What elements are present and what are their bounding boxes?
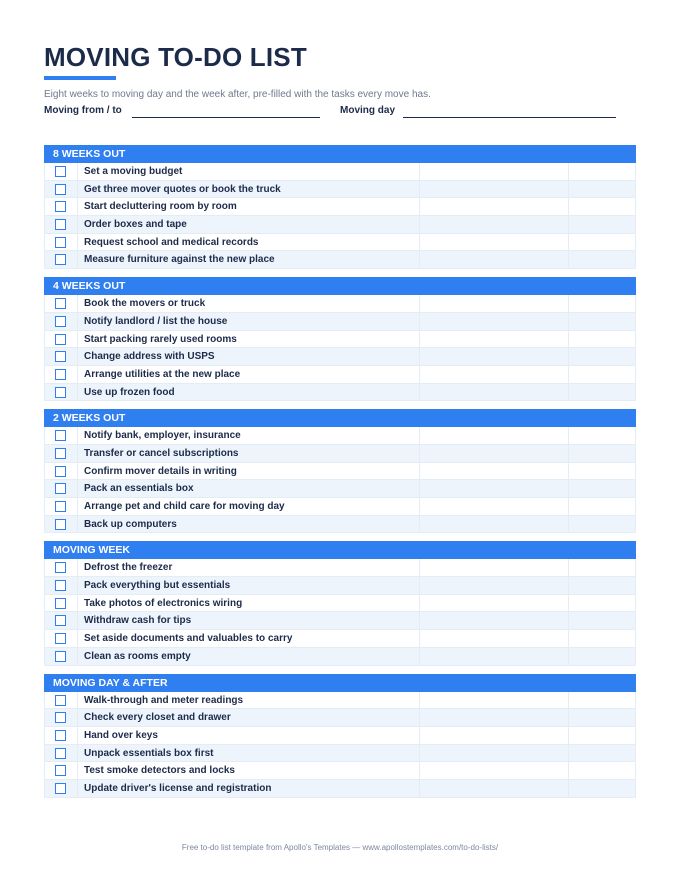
task-row bbox=[44, 709, 636, 727]
moving-from-label: Moving from / to bbox=[44, 105, 122, 116]
task-checkbox[interactable] bbox=[55, 748, 66, 759]
notes-cell[interactable] bbox=[420, 366, 569, 383]
moving-info-row bbox=[44, 105, 636, 121]
task-checkbox[interactable] bbox=[55, 580, 66, 591]
checkbox-cell bbox=[44, 181, 78, 198]
task-checkbox[interactable] bbox=[55, 430, 66, 441]
task-row bbox=[44, 313, 636, 331]
notes-cell[interactable] bbox=[420, 595, 569, 612]
title-underline bbox=[44, 76, 116, 80]
section-heading: MOVING WEEK bbox=[44, 541, 636, 559]
task-label: Withdraw cash for tips bbox=[78, 612, 420, 629]
moving-from-field[interactable] bbox=[132, 117, 320, 118]
checkbox-cell bbox=[44, 384, 78, 401]
notes-cell[interactable] bbox=[420, 727, 569, 744]
task-row bbox=[44, 427, 636, 445]
task-checkbox[interactable] bbox=[55, 369, 66, 380]
task-checkbox[interactable] bbox=[55, 237, 66, 248]
notes-cell[interactable] bbox=[420, 498, 569, 515]
task-checkbox[interactable] bbox=[55, 334, 66, 345]
notes-cell[interactable] bbox=[420, 780, 569, 797]
task-row bbox=[44, 463, 636, 481]
date-cell[interactable] bbox=[569, 234, 636, 251]
task-row bbox=[44, 648, 636, 666]
notes-cell[interactable] bbox=[420, 295, 569, 312]
checkbox-cell bbox=[44, 198, 78, 215]
checkbox-cell bbox=[44, 762, 78, 779]
checkbox-cell bbox=[44, 648, 78, 665]
task-label: Pack an essentials box bbox=[78, 480, 420, 497]
task-label: Notify bank, employer, insurance bbox=[78, 427, 420, 444]
checkbox-cell bbox=[44, 559, 78, 576]
task-checkbox[interactable] bbox=[55, 765, 66, 776]
date-cell[interactable] bbox=[569, 780, 636, 797]
section-heading: 8 WEEKS OUT bbox=[44, 145, 636, 163]
notes-cell[interactable] bbox=[420, 709, 569, 726]
task-row bbox=[44, 331, 636, 349]
task-label: Walk-through and meter readings bbox=[78, 692, 420, 709]
task-checkbox[interactable] bbox=[55, 351, 66, 362]
checkbox-cell bbox=[44, 612, 78, 629]
task-label: Transfer or cancel subscriptions bbox=[78, 445, 420, 462]
checkbox-cell bbox=[44, 516, 78, 533]
task-checkbox[interactable] bbox=[55, 316, 66, 327]
task-row bbox=[44, 366, 636, 384]
task-label: Back up computers bbox=[78, 516, 420, 533]
checkbox-cell bbox=[44, 251, 78, 268]
task-row bbox=[44, 480, 636, 498]
task-label: Check every closet and drawer bbox=[78, 709, 420, 726]
task-row bbox=[44, 251, 636, 269]
checkbox-cell bbox=[44, 313, 78, 330]
task-label: Request school and medical records bbox=[78, 234, 420, 251]
task-checkbox[interactable] bbox=[55, 633, 66, 644]
task-checkbox[interactable] bbox=[55, 783, 66, 794]
checkbox-cell bbox=[44, 295, 78, 312]
checkbox-cell bbox=[44, 780, 78, 797]
checkbox-cell bbox=[44, 745, 78, 762]
task-checkbox[interactable] bbox=[55, 201, 66, 212]
task-checkbox[interactable] bbox=[55, 730, 66, 741]
task-label: Test smoke detectors and locks bbox=[78, 762, 420, 779]
task-checkbox[interactable] bbox=[55, 562, 66, 573]
notes-cell[interactable] bbox=[420, 384, 569, 401]
checklist bbox=[44, 145, 636, 806]
task-row bbox=[44, 577, 636, 595]
date-cell[interactable] bbox=[569, 498, 636, 515]
date-cell[interactable] bbox=[569, 198, 636, 215]
date-cell[interactable] bbox=[569, 727, 636, 744]
notes-cell[interactable] bbox=[420, 630, 569, 647]
checkbox-cell bbox=[44, 331, 78, 348]
notes-cell[interactable] bbox=[420, 692, 569, 709]
task-checkbox[interactable] bbox=[55, 615, 66, 626]
task-row bbox=[44, 559, 636, 577]
task-row bbox=[44, 216, 636, 234]
checkbox-cell bbox=[44, 234, 78, 251]
task-label: Start decluttering room by room bbox=[78, 198, 420, 215]
notes-cell[interactable] bbox=[420, 648, 569, 665]
notes-cell[interactable] bbox=[420, 762, 569, 779]
task-checkbox[interactable] bbox=[55, 519, 66, 530]
date-cell[interactable] bbox=[569, 612, 636, 629]
checkbox-cell bbox=[44, 577, 78, 594]
task-checkbox[interactable] bbox=[55, 712, 66, 723]
checkbox-cell bbox=[44, 348, 78, 365]
date-cell[interactable] bbox=[569, 295, 636, 312]
section-heading: 2 WEEKS OUT bbox=[44, 409, 636, 427]
section-heading: 4 WEEKS OUT bbox=[44, 277, 636, 295]
checklist-section bbox=[44, 409, 636, 533]
checkbox-cell bbox=[44, 366, 78, 383]
notes-cell[interactable] bbox=[420, 348, 569, 365]
task-checkbox[interactable] bbox=[55, 598, 66, 609]
task-checkbox[interactable] bbox=[55, 483, 66, 494]
footer-credit: Free to-do list template from Apollo's Templates — www.apollostemplates.com/to-do-lists/ bbox=[181, 843, 499, 852]
moving-day-label: Moving day bbox=[340, 105, 396, 116]
date-cell[interactable] bbox=[569, 745, 636, 762]
date-cell[interactable] bbox=[569, 181, 636, 198]
task-row bbox=[44, 234, 636, 252]
task-label: Start packing rarely used rooms bbox=[78, 331, 420, 348]
task-row bbox=[44, 780, 636, 798]
checkbox-cell bbox=[44, 445, 78, 462]
task-label: Set a moving budget bbox=[78, 163, 420, 180]
notes-cell[interactable] bbox=[420, 480, 569, 497]
checkbox-cell bbox=[44, 163, 78, 180]
task-label: Arrange utilities at the new place bbox=[78, 366, 420, 383]
notes-cell[interactable] bbox=[420, 445, 569, 462]
checkbox-cell bbox=[44, 692, 78, 709]
page-title: MOVING TO-DO LIST bbox=[44, 42, 307, 72]
date-cell[interactable] bbox=[569, 516, 636, 533]
task-label: Take photos of electronics wiring bbox=[78, 595, 420, 612]
date-cell[interactable] bbox=[569, 762, 636, 779]
task-row bbox=[44, 727, 636, 745]
notes-cell[interactable] bbox=[420, 577, 569, 594]
task-checkbox[interactable] bbox=[55, 184, 66, 195]
task-label: Pack everything but essentials bbox=[78, 577, 420, 594]
date-cell[interactable] bbox=[569, 348, 636, 365]
date-cell[interactable] bbox=[569, 163, 636, 180]
task-row bbox=[44, 384, 636, 402]
task-row bbox=[44, 692, 636, 710]
task-row bbox=[44, 762, 636, 780]
task-label: Defrost the freezer bbox=[78, 559, 420, 576]
notes-cell[interactable] bbox=[420, 559, 569, 576]
notes-cell[interactable] bbox=[420, 163, 569, 180]
notes-cell[interactable] bbox=[420, 745, 569, 762]
checkbox-cell bbox=[44, 427, 78, 444]
date-cell[interactable] bbox=[569, 577, 636, 594]
task-label: Update driver's license and registration bbox=[78, 780, 420, 797]
date-cell[interactable] bbox=[569, 251, 636, 268]
task-checkbox[interactable] bbox=[55, 501, 66, 512]
task-checkbox[interactable] bbox=[55, 166, 66, 177]
task-label: Set aside documents and valuables to carry bbox=[78, 630, 420, 647]
checkbox-cell bbox=[44, 498, 78, 515]
date-cell[interactable] bbox=[569, 595, 636, 612]
moving-day-field[interactable] bbox=[403, 117, 616, 118]
task-row bbox=[44, 445, 636, 463]
task-row bbox=[44, 595, 636, 613]
notes-cell[interactable] bbox=[420, 427, 569, 444]
date-cell[interactable] bbox=[569, 709, 636, 726]
task-label: Arrange pet and child care for moving day bbox=[78, 498, 420, 515]
task-label: Book the movers or truck bbox=[78, 295, 420, 312]
task-row bbox=[44, 198, 636, 216]
task-checkbox[interactable] bbox=[55, 387, 66, 398]
task-label: Use up frozen food bbox=[78, 384, 420, 401]
task-checkbox[interactable] bbox=[55, 695, 66, 706]
task-checkbox[interactable] bbox=[55, 448, 66, 459]
task-label: Get three mover quotes or book the truck bbox=[78, 181, 420, 198]
checkbox-cell bbox=[44, 216, 78, 233]
date-cell[interactable] bbox=[569, 445, 636, 462]
checkbox-cell bbox=[44, 709, 78, 726]
task-row bbox=[44, 630, 636, 648]
checkbox-cell bbox=[44, 463, 78, 480]
date-cell[interactable] bbox=[569, 216, 636, 233]
page-subtitle: Eight weeks to moving day and the week after, pre-filled with the tasks every move has. bbox=[44, 89, 431, 100]
task-row bbox=[44, 745, 636, 763]
date-cell[interactable] bbox=[569, 648, 636, 665]
checklist-section bbox=[44, 145, 636, 269]
task-row bbox=[44, 516, 636, 534]
notes-cell[interactable] bbox=[420, 463, 569, 480]
date-cell[interactable] bbox=[569, 480, 636, 497]
notes-cell[interactable] bbox=[420, 612, 569, 629]
task-row bbox=[44, 612, 636, 630]
date-cell[interactable] bbox=[569, 427, 636, 444]
date-cell[interactable] bbox=[569, 463, 636, 480]
date-cell[interactable] bbox=[569, 630, 636, 647]
checklist-section bbox=[44, 277, 636, 401]
notes-cell[interactable] bbox=[420, 234, 569, 251]
date-cell[interactable] bbox=[569, 692, 636, 709]
section-heading: MOVING DAY & AFTER bbox=[44, 674, 636, 692]
task-row bbox=[44, 181, 636, 199]
notes-cell[interactable] bbox=[420, 251, 569, 268]
task-row bbox=[44, 163, 636, 181]
task-label: Measure furniture against the new place bbox=[78, 251, 420, 268]
checklist-section bbox=[44, 541, 636, 665]
checkbox-cell bbox=[44, 595, 78, 612]
task-label: Clean as rooms empty bbox=[78, 648, 420, 665]
task-checkbox[interactable] bbox=[55, 254, 66, 265]
task-row bbox=[44, 348, 636, 366]
notes-cell[interactable] bbox=[420, 313, 569, 330]
task-label: Hand over keys bbox=[78, 727, 420, 744]
date-cell[interactable] bbox=[569, 366, 636, 383]
task-row bbox=[44, 498, 636, 516]
task-label: Notify landlord / list the house bbox=[78, 313, 420, 330]
task-checkbox[interactable] bbox=[55, 298, 66, 309]
notes-cell[interactable] bbox=[420, 198, 569, 215]
notes-cell[interactable] bbox=[420, 216, 569, 233]
notes-cell[interactable] bbox=[420, 516, 569, 533]
task-checkbox[interactable] bbox=[55, 651, 66, 662]
task-label: Order boxes and tape bbox=[78, 216, 420, 233]
task-label: Confirm mover details in writing bbox=[78, 463, 420, 480]
task-checkbox[interactable] bbox=[55, 466, 66, 477]
task-checkbox[interactable] bbox=[55, 219, 66, 230]
date-cell[interactable] bbox=[569, 384, 636, 401]
notes-cell[interactable] bbox=[420, 181, 569, 198]
date-cell[interactable] bbox=[569, 331, 636, 348]
checkbox-cell bbox=[44, 630, 78, 647]
task-row bbox=[44, 295, 636, 313]
checkbox-cell bbox=[44, 480, 78, 497]
notes-cell[interactable] bbox=[420, 331, 569, 348]
date-cell[interactable] bbox=[569, 313, 636, 330]
checklist-section bbox=[44, 674, 636, 798]
checkbox-cell bbox=[44, 727, 78, 744]
date-cell[interactable] bbox=[569, 559, 636, 576]
task-label: Unpack essentials box first bbox=[78, 745, 420, 762]
task-label: Change address with USPS bbox=[78, 348, 420, 365]
